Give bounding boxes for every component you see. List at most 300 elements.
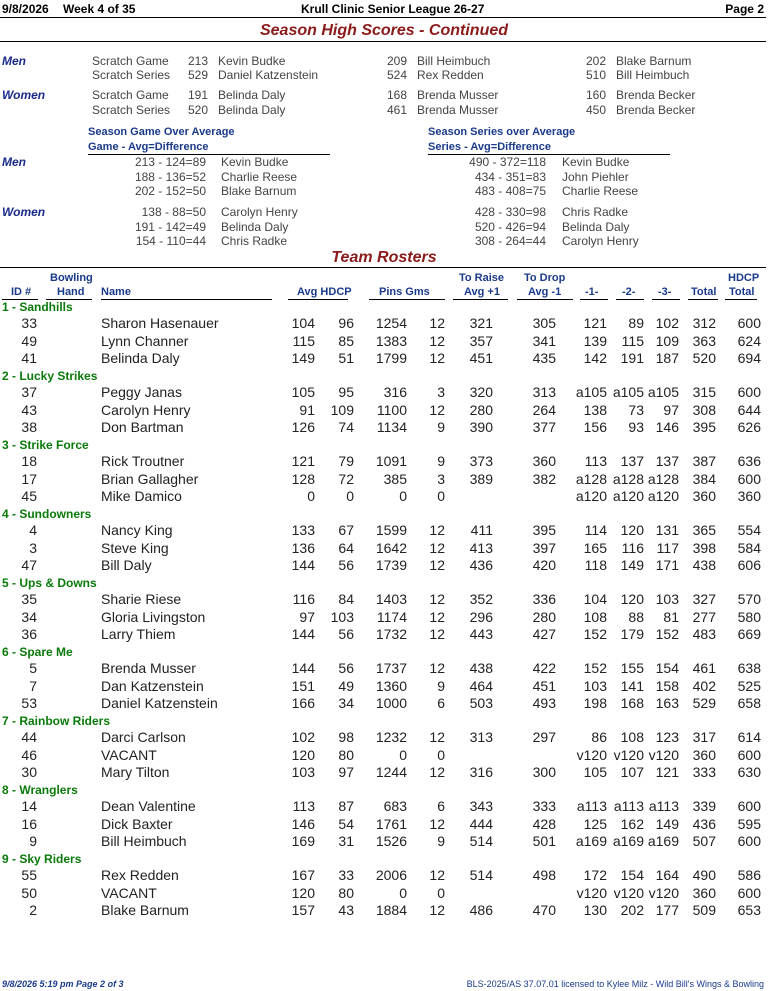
player-hdcp: 67	[338, 522, 354, 538]
col-to-raise-sub: Avg +1	[464, 286, 500, 298]
player-games: 0	[437, 488, 445, 505]
col-underline	[517, 299, 573, 300]
player-avg: 115	[292, 332, 315, 349]
player-total: 509	[692, 902, 716, 919]
player-game1: 104	[583, 591, 607, 607]
player-game1: 152	[583, 626, 607, 643]
player-games: 9	[437, 419, 445, 436]
player-games: 12	[429, 401, 445, 418]
player-hdcp-total: 669	[737, 626, 761, 643]
game-over-avg-title: Season Game Over Average	[88, 126, 235, 138]
player-id: 53	[21, 695, 37, 712]
player-total: 315	[692, 384, 716, 400]
player-hdcp-total: 570	[737, 591, 761, 607]
player-games: 6	[437, 695, 445, 712]
player-pins: 1526	[375, 833, 407, 850]
player-to-raise: 389	[469, 470, 493, 487]
player-to-drop: 280	[532, 608, 556, 625]
player-name: Rex Redden	[101, 867, 179, 883]
player-pins: 1739	[375, 557, 407, 574]
player-hdcp: 56	[338, 660, 354, 676]
player-game1: a113	[576, 798, 607, 814]
player-name: Sharon Hasenauer	[101, 315, 219, 331]
player-total: 277	[692, 608, 716, 625]
player-total: 520	[692, 350, 716, 367]
player-id: 44	[21, 729, 37, 745]
player-game3: v120	[648, 884, 679, 901]
player-game2: 107	[620, 764, 644, 781]
player-game1: 103	[583, 677, 607, 694]
player-hdcp: 56	[338, 626, 354, 643]
player-game3: 109	[655, 332, 679, 349]
player-hdcp-total: 600	[737, 746, 761, 763]
player-name: VACANT	[101, 746, 157, 763]
player-game3: 163	[655, 695, 679, 712]
player-to-drop: 493	[532, 695, 556, 712]
col-underline	[616, 299, 644, 300]
player-games: 9	[437, 833, 445, 850]
high-score-bowler: Daniel Katzenstein	[218, 68, 319, 82]
player-total: 436	[692, 815, 716, 832]
player-avg: 144	[291, 626, 315, 643]
player-pins: 683	[383, 798, 407, 814]
player-avg: 128	[291, 470, 315, 487]
player-to-drop: 297	[532, 729, 556, 745]
player-game1: a128	[575, 470, 607, 487]
player-hdcp-total: 600	[737, 798, 761, 814]
player-games: 12	[429, 867, 445, 883]
player-to-drop: 501	[532, 833, 556, 850]
high-score-bowler: Bill Heimbuch	[616, 68, 690, 82]
player-game2: a105	[612, 384, 644, 400]
high-score-value: 450	[586, 103, 607, 117]
player-to-raise: 357	[469, 332, 493, 349]
player-game3: 123	[655, 729, 679, 745]
player-avg: 91	[299, 401, 315, 418]
col-underline	[288, 299, 348, 300]
player-total: 438	[692, 557, 716, 574]
player-pins: 1761	[375, 815, 407, 832]
player-avg: 136	[291, 539, 315, 556]
game-over-avg-sub: Game - Avg=Difference	[88, 141, 209, 153]
player-games: 0	[437, 746, 445, 763]
player-to-raise: 464	[469, 677, 493, 694]
player-id: 49	[21, 332, 37, 349]
player-pins: 1000	[375, 695, 407, 712]
player-name: Lynn Channer	[101, 332, 189, 349]
player-hdcp: 103	[330, 608, 354, 625]
player-total: 483	[692, 626, 716, 643]
player-total: 339	[692, 798, 716, 814]
player-to-raise: 451	[469, 350, 493, 367]
player-total: 360	[692, 884, 716, 901]
player-to-raise: 390	[469, 419, 493, 436]
player-id: 17	[21, 470, 37, 487]
section-title-high-scores: Season High Scores - Continued	[259, 22, 509, 39]
player-game3: 171	[655, 557, 679, 574]
player-avg: 167	[291, 867, 315, 883]
over-avg-group: Men	[2, 155, 26, 169]
player-id: 35	[21, 591, 37, 607]
player-game3: a128	[647, 470, 679, 487]
player-to-raise: 343	[469, 798, 493, 814]
player-total: 398	[692, 539, 716, 556]
player-total: 395	[692, 419, 716, 436]
player-game2: 88	[628, 608, 644, 625]
high-score-bowler: Blake Barnum	[616, 54, 692, 68]
player-hdcp-total: 595	[737, 815, 761, 832]
player-game1: a105	[575, 384, 607, 400]
series-diff-bowler: John Piehler	[562, 169, 629, 184]
player-game1: 108	[583, 608, 607, 625]
player-hdcp: 84	[338, 591, 354, 607]
player-hdcp: 72	[338, 470, 354, 487]
player-id: 41	[21, 350, 37, 367]
player-pins: 1134	[376, 419, 407, 436]
game-diff: 154 - 110=44	[135, 234, 206, 248]
player-hdcp-total: 624	[737, 332, 761, 349]
player-games: 12	[429, 608, 445, 625]
player-hdcp: 96	[338, 315, 354, 331]
player-hdcp: 51	[338, 350, 354, 367]
player-game1: v120	[576, 746, 607, 763]
player-game3: a105	[647, 384, 679, 400]
player-name: Peggy Janas	[101, 384, 182, 400]
player-name: Dan Katzenstein	[101, 677, 204, 694]
player-hdcp: 43	[338, 902, 354, 919]
player-game3: 149	[655, 815, 679, 832]
team-name: 6 - Spare Me	[2, 645, 73, 659]
player-to-raise: 411	[470, 522, 493, 538]
footer-right: BLS-2025/AS 37.07.01 licensed to Kylee Milz - Wild Bill's Wings & Bowling	[466, 979, 764, 989]
player-id: 46	[21, 746, 37, 763]
series-over-avg-sub: Series - Avg=Difference	[428, 141, 551, 153]
over-avg-group: Women	[2, 205, 46, 219]
series-diff: 308 - 264=44	[474, 234, 546, 248]
player-hdcp-total: 600	[737, 884, 761, 901]
player-to-drop: 397	[532, 539, 556, 556]
col-avg-hdcp: Avg HDCP	[297, 286, 352, 298]
player-hdcp: 64	[338, 539, 354, 556]
player-avg: 157	[291, 902, 315, 919]
col-id: ID #	[11, 286, 32, 298]
player-game2: 120	[620, 591, 644, 607]
player-avg: 146	[291, 815, 315, 832]
player-game2: 115	[621, 332, 644, 349]
player-hdcp-total: 600	[737, 470, 761, 487]
player-hdcp-total: 653	[737, 902, 761, 919]
player-hdcp-total: 644	[737, 401, 761, 418]
player-avg: 151	[291, 677, 315, 694]
player-hdcp: 74	[338, 419, 354, 436]
player-games: 12	[429, 902, 445, 919]
player-games: 12	[429, 764, 445, 781]
player-hdcp-total: 600	[737, 833, 761, 850]
high-score-value: 524	[387, 68, 408, 82]
player-game3: v120	[648, 746, 679, 763]
player-to-raise: 296	[469, 608, 493, 625]
game-diff-bowler: Carolyn Henry	[221, 205, 298, 219]
player-games: 9	[437, 677, 445, 694]
game-diff-bowler: Charlie Reese	[221, 169, 298, 184]
team-name: 9 - Sky Riders	[2, 852, 82, 866]
player-to-drop: 264	[532, 401, 556, 418]
series-diff: 490 - 372=118	[469, 155, 546, 169]
player-name: Dick Baxter	[101, 815, 173, 832]
player-id: 36	[21, 626, 37, 643]
series-diff-bowler: Chris Radke	[562, 205, 629, 219]
player-game3: a120	[647, 488, 679, 505]
player-game3: 146	[655, 419, 679, 436]
player-name: Larry Thiem	[101, 626, 176, 643]
over-avg-rule	[428, 154, 670, 155]
high-score-bowler: Rex Redden	[417, 68, 484, 82]
player-avg: 0	[307, 488, 315, 505]
league-name: Krull Clinic Senior League 26-27	[301, 2, 485, 16]
high-score-value: 160	[586, 88, 607, 102]
player-total: 308	[692, 401, 716, 418]
player-total: 312	[692, 315, 716, 331]
high-score-value: 213	[188, 54, 209, 68]
series-over-avg-title: Season Series over Average	[428, 126, 576, 138]
player-id: 33	[21, 315, 37, 331]
player-hdcp-total: 525	[737, 677, 761, 694]
game-diff: 213 - 124=89	[134, 155, 206, 169]
player-hdcp-total: 600	[737, 315, 761, 331]
col-to-raise: To Raise	[459, 272, 505, 284]
player-game2: 93	[628, 419, 644, 436]
over-avg-rule	[88, 154, 330, 155]
col-underline	[725, 299, 757, 300]
player-game2: a169	[612, 833, 644, 850]
player-to-drop: 451	[532, 677, 556, 694]
game-diff: 188 - 136=52	[134, 169, 206, 184]
player-id: 38	[21, 419, 37, 436]
player-name: Don Bartman	[101, 419, 184, 436]
player-to-raise: 373	[469, 453, 493, 469]
player-pins: 0	[399, 488, 407, 505]
col-pins-gms: Pins Gms	[379, 286, 430, 298]
player-hdcp-total: 554	[737, 522, 761, 538]
game-diff-bowler: Belinda Daly	[221, 219, 289, 234]
player-game3: 177	[655, 902, 679, 919]
player-game2: 108	[620, 729, 644, 745]
player-to-drop: 305	[532, 315, 556, 331]
player-game3: 187	[655, 350, 679, 367]
player-games: 12	[429, 660, 445, 676]
player-game2: 89	[628, 315, 644, 331]
player-to-raise: 413	[469, 539, 493, 556]
player-game1: 113	[584, 453, 607, 469]
game-diff-bowler: Blake Barnum	[221, 184, 297, 198]
player-game2: a120	[612, 488, 644, 505]
player-hdcp: 33	[338, 867, 354, 883]
player-to-raise: 443	[469, 626, 493, 643]
page-label: Page 2	[725, 2, 764, 16]
player-pins: 2006	[375, 867, 407, 883]
col-hdcp: HDCP	[728, 272, 760, 284]
player-total: 507	[692, 833, 716, 850]
player-pins: 1254	[375, 315, 407, 331]
player-hdcp-total: 626	[737, 419, 761, 436]
player-total: 387	[692, 453, 716, 469]
player-name: Mary Tilton	[101, 764, 170, 781]
player-hdcp: 109	[330, 401, 354, 418]
player-pins: 1232	[375, 729, 407, 745]
high-score-bowler: Kevin Budke	[218, 54, 286, 68]
player-hdcp: 98	[338, 729, 354, 745]
player-hdcp: 95	[338, 384, 354, 400]
player-game1: 105	[583, 764, 607, 781]
series-diff-bowler: Kevin Budke	[562, 155, 630, 169]
high-score-bowler: Brenda Becker	[616, 88, 696, 102]
high-scores-group: Men	[2, 54, 26, 68]
high-scores-group: Women	[2, 88, 46, 102]
player-avg: 133	[291, 522, 315, 538]
player-hdcp-total: 636	[737, 453, 761, 469]
player-hdcp-total: 638	[737, 660, 761, 676]
player-avg: 166	[291, 695, 315, 712]
player-total: 365	[692, 522, 716, 538]
game-diff: 202 - 152=50	[134, 184, 206, 198]
col-hdcp-total: Total	[729, 286, 755, 298]
player-pins: 0	[399, 746, 407, 763]
player-id: 3	[29, 539, 37, 556]
col-to-drop: To Drop	[524, 272, 566, 284]
series-diff-bowler: Belinda Daly	[562, 219, 630, 234]
player-game3: 121	[655, 764, 679, 781]
player-to-drop: 427	[532, 626, 556, 643]
player-pins: 1174	[376, 608, 407, 625]
high-score-label: Scratch Game	[92, 54, 169, 68]
player-id: 55	[21, 867, 37, 883]
player-name: Mike Damico	[101, 488, 182, 505]
player-pins: 1244	[375, 764, 407, 781]
player-to-drop: 382	[532, 470, 556, 487]
player-games: 12	[429, 815, 445, 832]
player-name: Brenda Musser	[101, 660, 196, 676]
player-game1: 142	[583, 350, 607, 367]
player-hdcp: 80	[338, 746, 354, 763]
player-id: 18	[21, 453, 37, 469]
player-pins: 1884	[375, 902, 407, 919]
player-to-raise: 514	[469, 833, 493, 850]
player-id: 50	[21, 884, 37, 901]
player-hdcp: 97	[338, 764, 354, 781]
player-to-raise: 320	[469, 384, 493, 400]
high-score-bowler: Belinda Daly	[218, 103, 286, 117]
player-games: 12	[429, 591, 445, 607]
player-game1: 156	[583, 419, 607, 436]
player-name: Rick Troutner	[101, 453, 185, 469]
player-to-drop: 435	[532, 350, 556, 367]
player-games: 9	[437, 453, 445, 469]
high-score-bowler: Brenda Becker	[616, 103, 696, 117]
player-hdcp: 0	[346, 488, 354, 505]
player-game1: 198	[583, 695, 607, 712]
player-game3: 164	[655, 867, 679, 883]
col-total: Total	[691, 286, 717, 298]
high-score-value: 202	[586, 54, 607, 68]
player-name: Bill Heimbuch	[101, 833, 187, 850]
player-to-raise: 436	[469, 557, 493, 574]
player-to-raise: 316	[469, 764, 493, 781]
player-games: 12	[429, 557, 445, 574]
player-game2: 168	[620, 695, 644, 712]
player-hdcp-total: 360	[737, 488, 761, 505]
player-to-drop: 422	[532, 660, 556, 676]
player-pins: 1599	[375, 522, 407, 538]
player-avg: 105	[291, 384, 315, 400]
player-name: Steve King	[101, 539, 169, 556]
player-game1: 130	[583, 902, 607, 919]
player-avg: 113	[292, 798, 315, 814]
player-to-drop: 420	[532, 557, 556, 574]
player-game3: 154	[655, 660, 679, 676]
player-avg: 120	[291, 746, 315, 763]
player-total: 327	[692, 591, 716, 607]
player-to-raise: 280	[469, 401, 493, 418]
player-game1: 172	[583, 867, 607, 883]
player-id: 14	[21, 798, 37, 814]
player-game3: 152	[655, 626, 679, 643]
week-label: Week 4 of 35	[63, 2, 136, 16]
player-pins: 1100	[376, 401, 407, 418]
player-to-drop: 395	[532, 522, 556, 538]
series-diff: 483 - 408=75	[474, 184, 546, 198]
team-name: 5 - Ups & Downs	[2, 576, 97, 590]
series-diff-bowler: Charlie Reese	[562, 184, 639, 198]
header-rule	[0, 17, 766, 18]
player-games: 12	[429, 315, 445, 331]
series-diff: 428 - 330=98	[474, 205, 546, 219]
game-diff-bowler: Kevin Budke	[221, 155, 289, 169]
player-game2: 191	[620, 350, 644, 367]
player-total: 384	[692, 470, 716, 487]
player-hdcp-total: 580	[737, 608, 761, 625]
player-games: 0	[437, 884, 445, 901]
player-hdcp: 79	[338, 453, 354, 469]
high-score-label: Scratch Game	[92, 88, 169, 102]
col-game2: -2-	[622, 286, 636, 298]
player-avg: 116	[292, 591, 315, 607]
series-diff-bowler: Carolyn Henry	[562, 234, 639, 248]
player-name: Sharie Riese	[101, 591, 182, 607]
high-score-value: 191	[188, 88, 209, 102]
player-name: Nancy King	[101, 522, 173, 538]
player-pins: 385	[383, 470, 407, 487]
high-score-bowler: Belinda Daly	[218, 88, 286, 102]
high-score-bowler: Brenda Musser	[417, 103, 499, 117]
player-avg: 144	[291, 557, 315, 574]
player-to-raise: 352	[469, 591, 493, 607]
player-total: 363	[692, 332, 716, 349]
player-avg: 149	[291, 350, 315, 367]
player-game1: 86	[591, 729, 607, 745]
game-diff: 191 - 142=49	[134, 219, 206, 234]
player-game1: 152	[583, 660, 607, 676]
player-to-drop: 428	[532, 815, 556, 832]
player-to-drop: 313	[532, 384, 556, 400]
player-game1: 138	[583, 401, 607, 418]
col-name: Name	[101, 286, 131, 298]
team-name: 7 - Rainbow Riders	[2, 714, 111, 728]
player-game3: 131	[655, 522, 679, 538]
player-game2: 141	[620, 677, 644, 694]
high-score-bowler: Bill Heimbuch	[417, 54, 491, 68]
player-to-drop: 377	[532, 419, 556, 436]
player-to-raise: 313	[469, 729, 493, 745]
